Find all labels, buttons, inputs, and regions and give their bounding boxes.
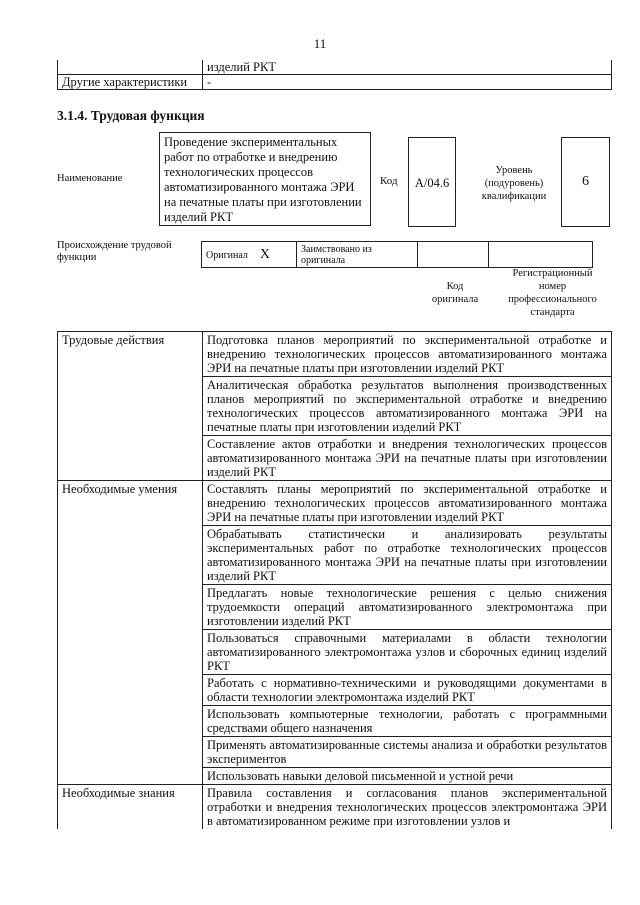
list-item: Использовать компьютерные технологии, работать с программными средствами общего назначения — [203, 706, 612, 737]
table-cell-empty — [58, 60, 203, 75]
page-number: 11 — [313, 36, 327, 51]
level-value-box: 6 — [561, 137, 610, 227]
function-name-box: Проведение экспериментальных работ по отработке и внедрению технологических процессов автоматизированного монтажа ЭРИ на печатные платы при изготовлении изделий РКТ — [159, 132, 371, 226]
original-label: Оригинал — [206, 249, 248, 261]
table-row — [202, 242, 593, 268]
other-characteristics-label: Другие характеристики — [58, 75, 203, 90]
list-item: Обрабатывать статистически и анализировать результаты экспериментальных работ по отработке технологических процессов автоматизированного монтажа ЭРИ на печатные платы при изготовлении изделий РКТ — [203, 526, 612, 585]
list-item: Работать с нормативно-техническими и руководящими документами в области технологии электромонтажа изделий РКТ — [203, 675, 612, 706]
top-table — [57, 60, 612, 90]
reg-number-label: Регистрационный номер профессионального стандарта — [508, 268, 597, 318]
table-row — [58, 785, 612, 830]
list-item: Составлять планы мероприятий по экспериментальной отработке и внедрению технологических процессов автоматизированного монтажа ЭРИ на печатные платы при изготовлении изделий РКТ — [203, 481, 612, 526]
code-value-box: A/04.6 — [408, 137, 456, 227]
category-required-skills: Необходимые умения — [58, 481, 203, 785]
other-characteristics-value: - — [203, 75, 612, 90]
table-row — [58, 75, 612, 90]
list-item: Составление актов отработки и внедрения технологических процессов автоматизированного монтажа ЭРИ на печатные платы при изготовлении изделий РКТ — [203, 436, 612, 481]
category-labor-actions: Трудовые действия — [58, 332, 203, 481]
list-item: Правила составления и согласования планов экспериментальной отработки и внедрения технологических процессов электромонтажа ЭРИ в автоматизированном режиме при изготовлении узлов и — [203, 785, 612, 830]
main-table — [57, 331, 612, 829]
origin-label: Происхождение трудовой функции — [57, 240, 172, 263]
list-item: Применять автоматизированные системы анализа и обработки результатов экспериментов — [203, 737, 612, 768]
origin-original-cell — [202, 242, 297, 268]
table-row — [58, 332, 612, 377]
table-cell: изделий РКТ — [203, 60, 612, 75]
table-row — [58, 481, 612, 526]
list-item: Пользоваться справочными материалами в области технологии автоматизированного электромонтажа узлов и сборочных единиц изделий РКТ — [203, 630, 612, 675]
borrowed-label: Заимствовано из оригинала — [297, 242, 418, 268]
list-item: Аналитическая обработка результатов выполнения производственных планов мероприятий по экспериментальной отработке и внедрению технологических процессов автоматизированного монтажа ЭРИ на печатные платы при изготовлении изделий РКТ — [203, 377, 612, 436]
list-item: Подготовка планов мероприятий по экспериментальной отработке и внедрению технологических процессов автоматизированного монтажа ЭРИ на печатные платы при изготовлении изделий РКТ — [203, 332, 612, 377]
original-mark: X — [259, 246, 271, 262]
table-row — [58, 60, 612, 75]
level-label: Уровень (подуровень) квалификации — [481, 165, 547, 202]
list-item: Использовать навыки деловой письменной и устной речи — [203, 768, 612, 785]
section-title: 3.1.4. Трудовая функция — [57, 108, 205, 123]
name-label: Наименование — [57, 173, 123, 184]
reg-number-cell — [489, 242, 593, 268]
origin-table — [201, 241, 593, 268]
code-original-label: Код оригинала — [431, 281, 479, 305]
code-label: Код — [380, 175, 398, 187]
category-required-knowledge: Необходимые знания — [58, 785, 203, 830]
list-item: Предлагать новые технологические решения с целью снижения трудоемкости операций автоматизированного электромонтажа при изготовлении изделий РКТ — [203, 585, 612, 630]
code-original-cell — [418, 242, 489, 268]
